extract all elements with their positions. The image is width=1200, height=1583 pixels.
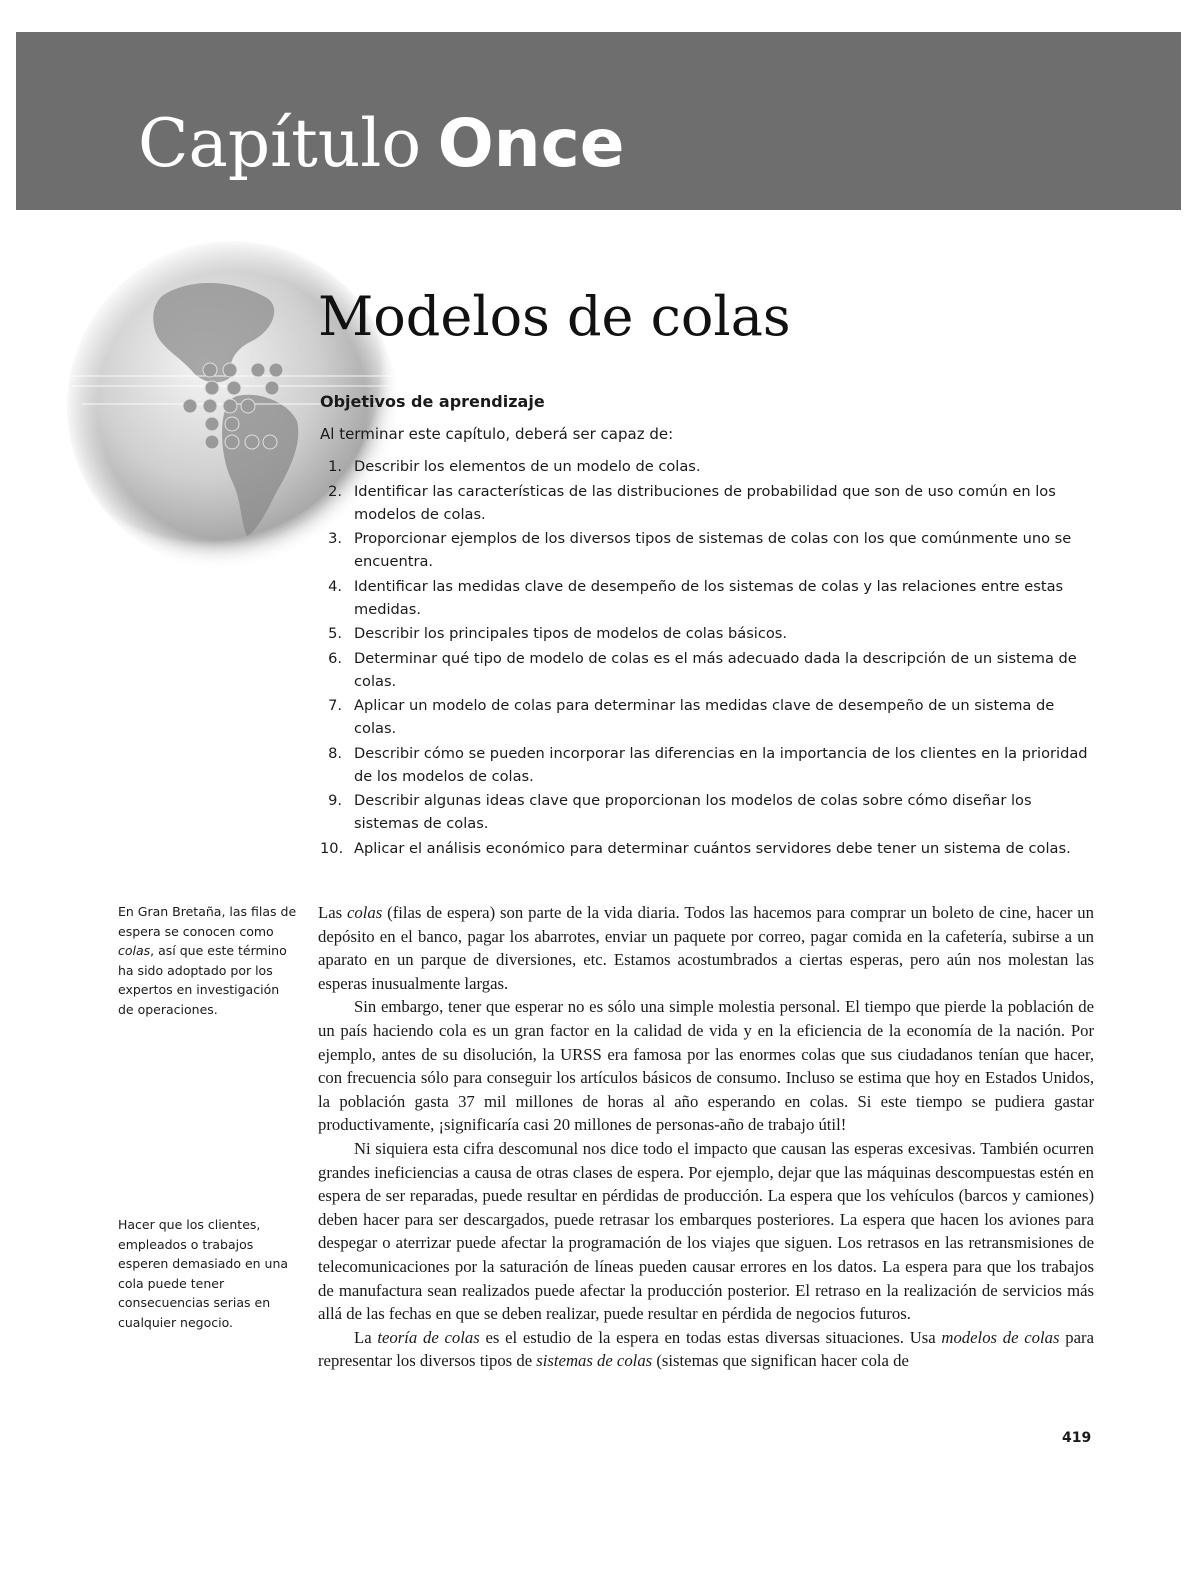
- objective-number: 1.: [328, 458, 342, 475]
- objectives-heading: Objetivos de aprendizaje: [320, 392, 545, 411]
- objective-number: 9.: [328, 792, 342, 809]
- objective-item: [320, 622, 1095, 645]
- objective-text: Identificar las medidas clave de desempeño de los sistemas de colas y las relaciones entre estas medidas.: [354, 577, 1064, 618]
- objective-number: 5.: [328, 625, 342, 642]
- objective-number: 10.: [320, 839, 344, 857]
- objective-text: Describir los elementos de un modelo de colas.: [354, 458, 701, 475]
- objective-text: Describir los principales tipos de modelos de colas básicos.: [354, 625, 788, 642]
- objectives-intro: Al terminar este capítulo, deberá ser capaz de:: [320, 425, 674, 443]
- page-number: 419: [1062, 1430, 1092, 1446]
- paragraph: Sin embargo, tener que esperar no es sólo una simple molestia personal. El tiempo que pierde la población de un país haciendo cola es un gran factor en la calidad de vida y en la eficiencia de la economía de la nación. Por ejemplo, antes de su disolución, la URSS era famosa por las enormes colas que sus ciudadanos tenían que hacer, con frecuencia sólo para conseguir los artículos básicos de consumo. Incluso se estima que hoy en Estados Unidos, la población gasta 37 mil millones de horas al año esperando en colas. Si este tiempo se pudiera gastar productivamente, ¡significaría casi 20 millones de personas-año de trabajo útil!: [318, 997, 1094, 1135]
- text-run: para representar los diversos tipos de: [318, 1327, 1094, 1371]
- objective-item: [320, 742, 1095, 788]
- text-run: La: [354, 1327, 378, 1347]
- objective-item: [320, 789, 1095, 835]
- term-emphasis: colas: [347, 903, 383, 922]
- objective-number: 4.: [328, 577, 342, 595]
- paragraph: [318, 901, 1094, 995]
- margin-note-text: , así que este término ha sido adoptado por los expertos en investigación de operaciones.: [118, 943, 287, 1017]
- page-title: Modelos de colas: [318, 285, 791, 348]
- margin-note: [118, 1215, 298, 1332]
- margin-note-text: En Gran Bretaña, las filas de espera se conocen como: [118, 904, 297, 939]
- objective-number: 6.: [328, 649, 342, 667]
- objective-text: Describir algunas ideas clave que proporcionan los modelos de colas sobre cómo diseñar los sistemas de colas.: [354, 792, 1032, 832]
- text-run: (sistemas que significan hacer cola de: [652, 1351, 909, 1371]
- objective-item: [320, 647, 1095, 693]
- term-emphasis: sistemas de colas: [536, 1351, 653, 1371]
- text-run: Las: [318, 903, 347, 922]
- margin-note-text: Hacer que los clientes, empleados o trabajos esperen demasiado en una cola puede tener consecuencias serias en cualquier negocio.: [118, 1217, 289, 1330]
- objective-text: Describir cómo se pueden incorporar las diferencias en la importancia de los clientes en la prioridad de los modelos de colas.: [354, 744, 1088, 785]
- objective-item: [320, 455, 1095, 478]
- objective-item: [320, 575, 1095, 621]
- objective-number: 3.: [328, 530, 342, 547]
- objective-text: Proporcionar ejemplos de los diversos tipos de sistemas de colas con los que comúnmente uno se encuentra.: [354, 530, 1072, 570]
- text-run: es el estudio de la espera en todas estas diversas situaciones. Usa: [479, 1327, 942, 1347]
- objectives-list: [320, 455, 1095, 861]
- objective-number: 2.: [328, 482, 342, 500]
- objective-item: [320, 527, 1095, 573]
- objective-text: Identificar las características de las distribuciones de probabilidad que son de uso común en los modelos de colas.: [354, 482, 1056, 523]
- term-emphasis: teoría de colas: [377, 1327, 480, 1347]
- objective-item: [320, 694, 1095, 740]
- margin-note-emphasis: colas: [118, 943, 151, 958]
- objective-item: [320, 837, 1095, 860]
- objective-text: Determinar qué tipo de modelo de colas es el más adecuado dada la descripción de un sistema de colas.: [354, 649, 1077, 690]
- body-text: [318, 901, 1094, 1373]
- text-run: (filas de espera) son parte de la vida diaria. Todos las hacemos para comprar un boleto de cine, hacer un depósito en el banco, pagar los abarrotes, enviar un paquete por correo, pagar comida en la cafetería, subirse a un aparato en un parque de diversiones, etc. Estamos acostumbrados a ciertas esperas, pero aún nos molestan las esperas inusualmente largas.: [318, 903, 1094, 993]
- objective-item: [320, 480, 1095, 526]
- chapter-heading: [138, 104, 625, 185]
- term-emphasis: modelos de colas: [941, 1327, 1060, 1347]
- paragraph: Ni siquiera esta cifra descomunal nos dice todo el impacto que causan las esperas excesivas. También ocurren grandes ineficiencias a causa de otras clases de espera. Por ejemplo, dejar que las máquinas descompuestas estén en espera de ser reparadas, puede resultar en pérdidas de producción. La espera que los vehículos (barcos y camiones) deben hacer para ser descargados, puede retrasar los embarques posteriores. La espera que hacen los aviones para despegar o aterrizar puede afectar la programación de los viajes que siguen. Los retrasos en las retransmisiones de telecomunicaciones por la saturación de líneas pueden causar errores en los datos. La espera para que los trabajos de manufactura sean realizados puede afectar la producción posterior. El retraso en la realización de servicios más allá de las fechas en que se deben realizar, puede resultar en pérdida de negocios futuros.: [318, 1138, 1094, 1324]
- objective-number: 8.: [328, 744, 342, 762]
- objective-text: Aplicar el análisis económico para determinar cuántos servidores debe tener un sistema de colas.: [354, 839, 1071, 857]
- margin-note: [118, 902, 298, 1019]
- chapter-number: Once: [437, 105, 625, 182]
- paragraph: [318, 1326, 1094, 1373]
- objective-text: Aplicar un modelo de colas para determinar las medidas clave de desempeño de un sistema de colas.: [354, 697, 1055, 737]
- chapter-word: Capítulo: [138, 105, 422, 182]
- objective-number: 7.: [328, 697, 342, 714]
